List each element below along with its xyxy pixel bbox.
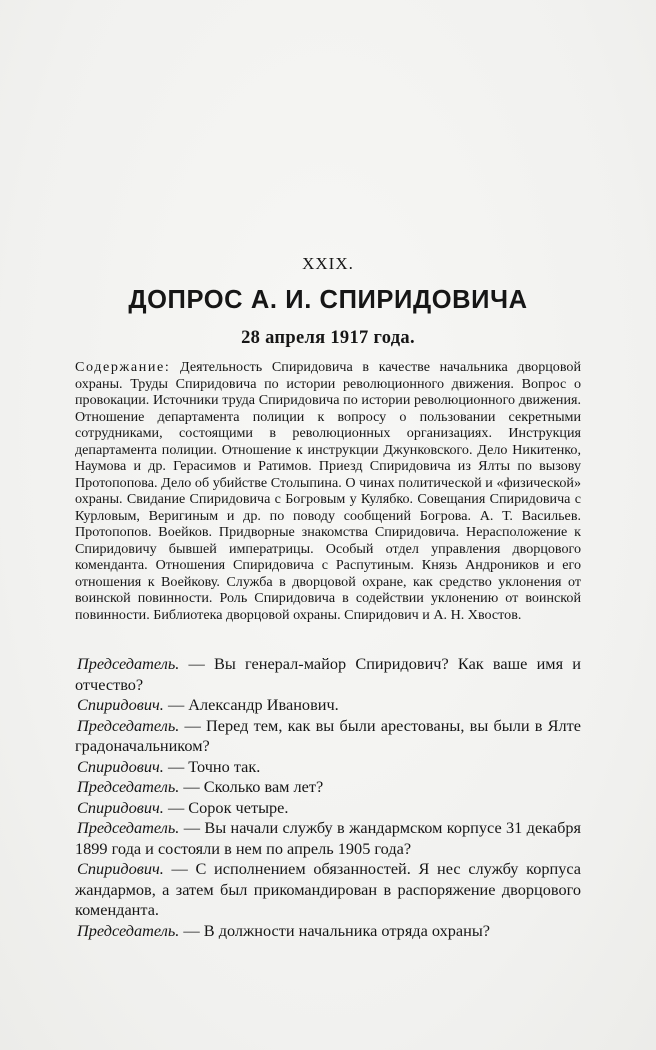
speaker: Спиридович. xyxy=(77,756,164,776)
utterance: — Александр Иванович. xyxy=(167,695,339,714)
utterance: — Перед тем, как вы были арестованы, вы были в Ялте градоначальником? xyxy=(75,715,581,755)
speaker: Председатель. xyxy=(77,818,180,837)
dialogue-line xyxy=(75,859,581,921)
dialogue-line xyxy=(75,818,581,859)
contents-summary xyxy=(75,359,581,623)
chapter-number: XXIX. xyxy=(302,254,354,273)
dialogue-line xyxy=(75,654,581,695)
dialogue-line xyxy=(75,777,581,798)
interrogation-date: 28 апреля 1917 года. xyxy=(241,328,415,348)
utterance: — Сорок четыре. xyxy=(167,797,289,817)
speaker: Спиридович. xyxy=(77,859,164,878)
contents-label: Содержание: xyxy=(75,359,171,375)
speaker: Председатель. xyxy=(77,654,180,673)
utterance: — Вы начали службу в жандармском корпусе 31 декабря 1899 года и состояли в нем по апрель 1905 года? xyxy=(75,818,581,858)
utterance: — Точно так. xyxy=(167,756,261,776)
utterance: — Вы генерал-майор Спиридович? Как ваше имя и отчество? xyxy=(75,654,581,694)
dialogue-line xyxy=(75,798,581,819)
speaker: Председатель. xyxy=(77,920,180,940)
speaker: Спиридович. xyxy=(77,797,164,817)
dialogue xyxy=(75,654,581,941)
chapter-title: ДОПРОС А. И. СПИРИДОВИЧА xyxy=(128,286,528,314)
speaker: Председатель. xyxy=(77,777,180,796)
utterance: — Сколько вам лет? xyxy=(183,777,324,796)
speaker: Председатель. xyxy=(77,715,180,735)
utterance: — С исполнением обязанностей. Я нес службу корпуса жандармов, а затем был прикомандирован в распоряжение дворцового коменданта. xyxy=(75,859,581,919)
contents-text: Деятельность Спиридовича в качестве начальника дворцовой охраны. Труды Спиридовича по истории революционного движения. Вопрос о провокации. Источники труда Спиридовича по истории революционного движения. Отношение департамента полиции к вопросу о пользовании секретными сотрудниками, состоящими в революционных организациях. Инструкция департамента полиции. Отношение к инструкции Джунковского. Дело Никитенко, Наумова и др. Герасимов и Ратимов. Приезд Спиридовича из Ялты по вызову Протопопова. Дело об убийстве Столыпина. О чинах политической и «физической» охраны. Свидание Спиридовича с Богровым у Кулябко. Совещания Спиридовича с Курловым, Веригиным и др. по поводу сообщений Богрова. А. Т. Васильев. Протопопов. Воейков. Придворные знакомства Спиридовича. Нерасположение к Спиридовичу бывшей императрицы. Особый отдел управления дворцового коменданта. Отношения Спиридовича с Распутиным. Князь Андроников и его отношения к Воейкову. Служба в дворцовой охране, как средство уклонения от воинской повинности. Роль Спиридовича в содействии уклонению от воинской повинности. Библиотека дворцовой охраны. Спиридович и А. Н. Хвостов. xyxy=(75,359,581,623)
speaker: Спиридович. xyxy=(77,695,164,714)
dialogue-line xyxy=(75,716,581,757)
dialogue-line xyxy=(75,921,581,942)
dialogue-line xyxy=(75,695,581,716)
utterance: — В должности начальника отряда охраны? xyxy=(183,920,491,940)
dialogue-line xyxy=(75,757,581,778)
